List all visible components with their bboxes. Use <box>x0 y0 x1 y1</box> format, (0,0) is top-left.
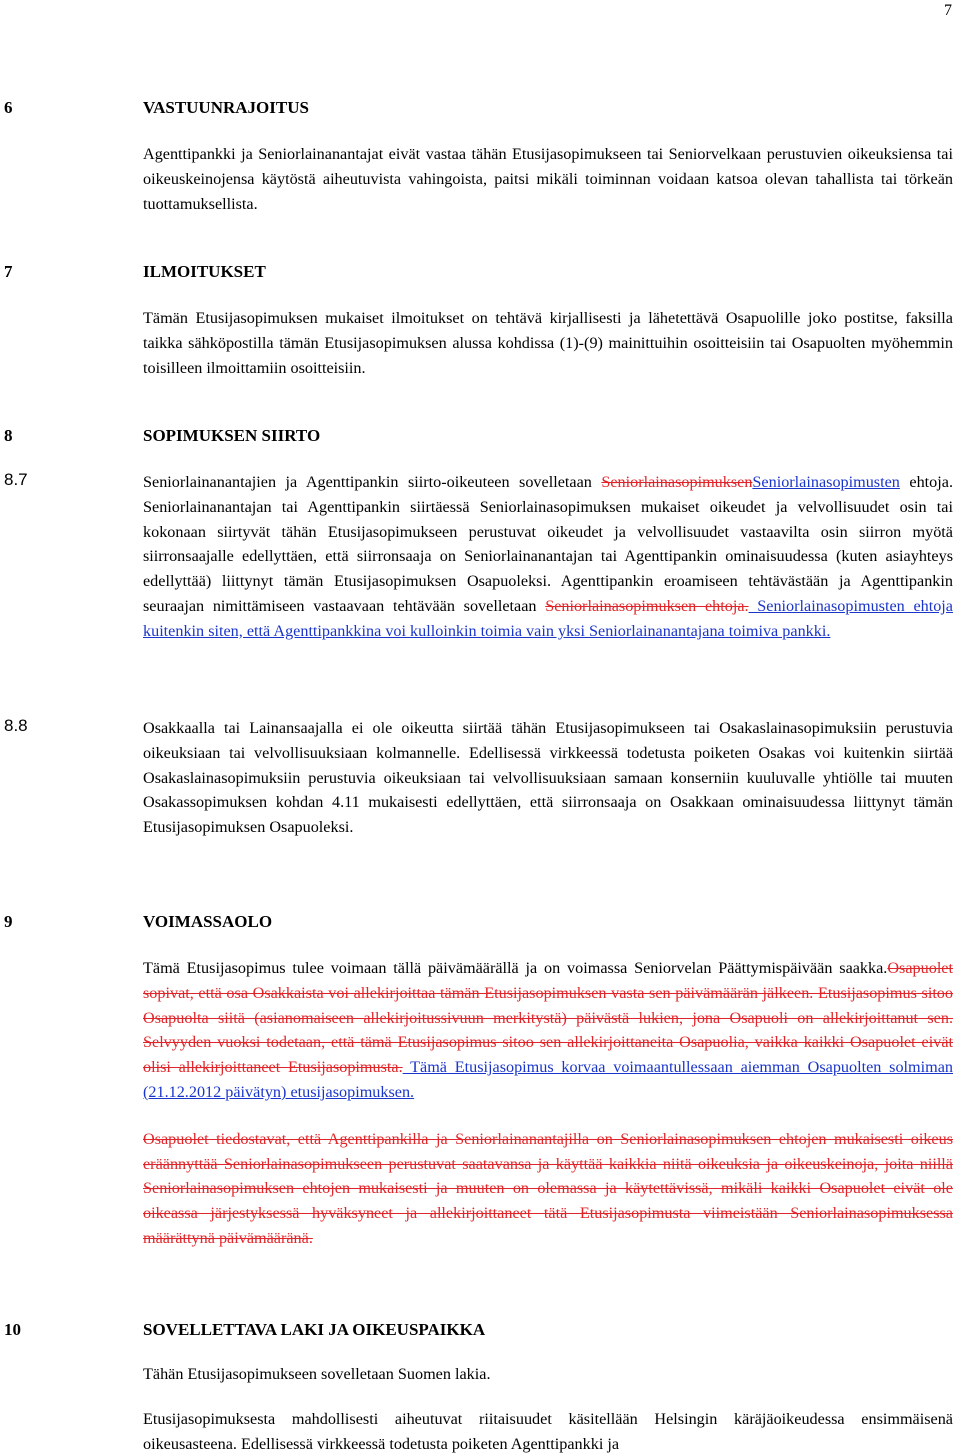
section-heading <box>0 1320 960 1344</box>
deleted-text: Osapuolet sopivat, että osa Osakkaista voi allekirjoittaa tämän Etusijasopimuksen vasta sen päivämäärän jälkeen. Etusijasopimus sitoo Osapuolta siitä (asianomaiseen allekirjoitussivuun merkitystä) päivästä lukien, jona Osapuoli on allekirjoittanut sen. Selvyyden vuoksi todetaan, että tämä Etusijasopimus sitoo sen allekirjoittaneita Osapuolia, vaikka kaikki Osapuolet eivät olisi allekirjoittaneet Etusijasopimusta. <box>143 959 953 1077</box>
section-number: 6 <box>4 98 13 117</box>
clause-8-7 <box>0 470 960 644</box>
section-heading <box>0 262 960 286</box>
section-10 <box>0 1320 960 1456</box>
text-run: ehtoja. Seniorlainanantajan tai Agenttipankin siirtäessä Seniorlainasopimuksen mukaiset oikeudet ja velvollisuudet osin tai kokonaan siirtyvät tähän Etusijasopimukseen perustuvat oikeudet ja velvollisuudet vastaavilta osin siirron myötä siirronsaajalle edellyttäen, että siirronsaaja on Seniorlainanantajan tai Agenttipankin ominaisuudessa (kuten asiayhteys edellyttää) liittynyt tämän Etusijasopimuksen Osapuoleksi. Agenttipankin eroamiseen tehtävästään ja Agenttipankin seuraajan nimittämiseen vastaavaan tehtävään sovelletaan <box>143 473 953 615</box>
section-title: ILMOITUKSET <box>143 262 266 281</box>
deleted-text: Osapuolet tiedostavat, että Agenttipankilla ja Seniorlainanantajilla on Seniorlainasopimuksen ehtojen mukaisesti oikeus eräännyttää Seniorlainasopimukseen perustuvat saatavansa ja käyttää kaikkia niitä oikeuksia ja oikeuskeinoja, joita niillä Seniorlainasopimuksen ehtojen mukaisesti ja muuten on olemassa ja käytettävissä, mikäli kaikki Osapuolet eivät ole oikeassa järjestyksessä hyväksyneet ja allekirjoittaneet tätä Etusijasopimusta viimeistään Seniorlainasopimuksessa määrättynä päivämääränä. <box>143 1129 953 1247</box>
deleted-text: Seniorlainasopimuksen <box>601 473 753 491</box>
deleted-text: Seniorlainasopimuksen ehtoja. <box>545 596 749 615</box>
section-title: SOVELLETTAVA LAKI JA OIKEUSPAIKKA <box>143 1320 486 1339</box>
paragraph <box>143 1127 953 1251</box>
paragraph: Tämän Etusijasopimuksen mukaiset ilmoitukset on tehtävä kirjallisesti ja lähetettävä Osapuolille joko postitse, faksilla taikka sähköpostilla tämän Etusijasopimuksen alussa kohdissa (1)-(9) mainittuihin osoitteisiin tai Osapuolten myöhemmin toisilleen ilmoittamiin osoitteisiin. <box>143 309 953 377</box>
clause-number: 8.7 <box>4 470 28 489</box>
paragraph <box>143 956 953 1105</box>
inserted-text: Seniorlainasopimusten ehtoja kuitenkin siten, että Agenttipankkina voi kulloinkin toimia vain yksi Seniorlainanantajana toimiva pankki. <box>143 596 953 640</box>
section-heading <box>0 426 960 450</box>
section-6 <box>0 98 960 216</box>
section-title: SOPIMUKSEN SIIRTO <box>143 426 321 445</box>
section-title: VASTUUNRAJOITUS <box>143 98 309 117</box>
section-7 <box>0 262 960 380</box>
text-run: Seniorlainanantajien ja Agenttipankin siirto-oikeuteen sovelletaan <box>143 473 602 491</box>
paragraph: Tähän Etusijasopimukseen sovelletaan Suomen lakia. <box>143 1365 491 1383</box>
page-number: 7 <box>944 2 952 19</box>
section-number: 10 <box>4 1320 21 1339</box>
inserted-text: Seniorlainasopimusten <box>752 473 900 491</box>
section-8 <box>0 426 960 450</box>
section-number: 9 <box>4 912 13 931</box>
paragraph <box>143 470 953 644</box>
section-heading <box>0 98 960 122</box>
paragraph: Etusijasopimuksesta mahdollisesti aiheutuvat riitaisuudet käsitellään Helsingin käräjäoikeudessa ensimmäisenä oikeusasteena. Edellisessä virkkeessä todetusta poiketen Agenttipankki ja <box>143 1409 953 1453</box>
paragraph: Agenttipankki ja Seniorlainanantajat eivät vastaa tähän Etusijasopimukseen tai Seniorvelkaan perustuvien oikeuksiensa tai oikeuskeinojensa käytöstä aiheutuvista vahingoista, paitsi mikäli toiminnan voidaan katsoa olevan tahallista tai törkeän tuottamuksellista. <box>143 145 953 213</box>
section-title: VOIMASSAOLO <box>143 912 273 931</box>
clause-8-8 <box>0 716 960 840</box>
section-heading <box>0 912 960 936</box>
section-9 <box>0 912 960 1251</box>
paragraph: Osakkaalla tai Lainansaajalla ei ole oikeutta siirtää tähän Etusijasopimukseen tai Osakaslainasopimuksiin perustuvia oikeuksiaan tai velvollisuuksiaan kolmannelle. Edellisessä virkkeessä todetusta poiketen Osakas voi kuitenkin siirtää Osakaslainasopimuksiin perustuvia oikeuksiaan tai velvollisuuksiaan samaan konserniin kuuluvalle yhtiölle tai muuten Osakassopimuksen kohdan 4.11 mukaisesti edellyttäen, että siirronsaaja on Osakkaan ominaisuudessa liittynyt tämän Etusijasopimuksen Osapuoleksi. <box>143 719 953 837</box>
text-run: Tämä Etusijasopimus tulee voimaan tällä päivämäärällä ja on voimassa Seniorvelan Päättymispäivään saakka. <box>143 959 888 977</box>
clause-number: 8.8 <box>4 716 28 735</box>
section-number: 7 <box>4 262 13 281</box>
section-number: 8 <box>4 426 13 445</box>
inserted-text: Tämä Etusijasopimus korvaa voimaantullessaan aiemman Osapuolten solmiman (21.12.2012 päivätyn) etusijasopimuksen. <box>143 1058 953 1101</box>
